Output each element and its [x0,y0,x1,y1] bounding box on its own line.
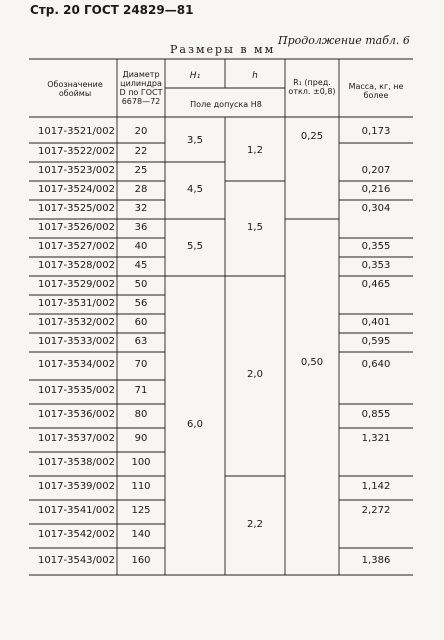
diameter-cell: 45 [134,259,148,271]
diameter-cell: 36 [134,221,148,233]
diameter-cell: 32 [134,202,148,214]
diameter-cell: 90 [134,433,148,444]
col-header-tolerance: Поле допуска H8 [190,100,262,109]
mass-cell: 0,855 [361,409,391,420]
designation-cell: 1017-3525/002 [38,202,115,214]
diameter-cell: 20 [134,125,148,137]
mass-cell: 0,401 [361,316,391,328]
diameter-cell: 140 [131,529,151,540]
r1-group-value: 0,25 [300,130,324,142]
diameter-cell: 50 [134,278,148,290]
h1-group-value: 3,5 [187,135,203,146]
designation-cell: 1017-3523/002 [38,164,115,176]
designation-cell: 1017-3526/002 [38,221,115,233]
continuation-caption: Продолжение табл. 6 [278,34,410,47]
mass-cell: 0,173 [361,125,391,137]
h-group-value: 2,0 [247,369,263,380]
designation-cell: 1017-3537/002 [38,433,115,444]
col-header-h1: H₁ [189,71,201,81]
designation-cell: 1017-3531/002 [38,297,115,309]
diameter-cell: 25 [134,164,148,176]
mass-cell: 0,595 [361,335,391,347]
col-header-designation: Обозначение обоймы [47,80,103,98]
diameter-cell: 80 [134,409,148,420]
designation-cell: 1017-3522/002 [38,145,115,157]
designation-cell: 1017-3521/002 [38,125,115,137]
h-group-value: 1,2 [247,144,263,156]
designation-cell: 1017-3532/002 [38,316,115,328]
designation-cell: 1017-3534/002 [38,359,115,370]
designation-cell: 1017-3524/002 [38,183,115,195]
diameter-cell: 60 [134,316,148,328]
h1-group-value: 6,0 [187,418,203,430]
designation-cell: 1017-3533/002 [38,335,115,347]
diameter-cell: 56 [134,297,148,309]
r1-group-value: 0,50 [300,357,324,368]
h1-group-value: 5,5 [187,240,203,252]
page-header: Стр. 20 ГОСТ 24829—81 [30,3,194,17]
col-header-r1: R₁ (пред. откл. ±0,8) [288,78,336,96]
mass-cell: 0,465 [361,278,391,290]
diameter-cell: 110 [131,481,151,492]
designation-cell: 1017-3535/002 [38,385,115,396]
mass-cell: 0,355 [361,240,391,252]
designation-cell: 1017-3527/002 [38,240,115,252]
h-group-value: 1,5 [247,221,263,233]
mass-cell: 2,272 [361,505,391,516]
mass-cell: 0,640 [361,359,391,370]
mass-cell: 1,386 [361,554,391,566]
h-group-value: 2,2 [247,518,263,530]
designation-cell: 1017-3536/002 [38,409,115,420]
diameter-cell: 71 [134,385,148,396]
col-header-h: h [252,71,258,81]
diameter-cell: 63 [134,335,148,347]
diameter-cell: 28 [134,183,148,195]
designation-cell: 1017-3538/002 [38,457,115,468]
h1-group-value: 4,5 [187,183,203,195]
col-header-mass: Масса, кг, не более [348,82,404,100]
designation-cell: 1017-3539/002 [38,481,115,492]
diameter-cell: 160 [131,554,151,566]
mass-cell: 0,304 [361,202,391,214]
designation-cell: 1017-3529/002 [38,278,115,290]
mass-cell: 1,142 [361,481,391,492]
dimensions-caption: Размеры в мм [170,43,276,56]
mass-cell: 0,353 [361,259,391,271]
diameter-cell: 100 [131,457,151,468]
diameter-cell: 70 [134,359,148,370]
designation-cell: 1017-3542/002 [38,529,115,540]
diameter-cell: 40 [134,240,148,252]
designation-cell: 1017-3528/002 [38,259,115,271]
col-header-diameter: Диаметр цилиндра D по ГОСТ 6678—72 [119,70,163,106]
designation-cell: 1017-3543/002 [38,554,115,566]
designation-cell: 1017-3541/002 [38,505,115,516]
mass-cell: 0,207 [361,164,391,176]
diameter-cell: 125 [131,505,151,516]
mass-cell: 1,321 [361,433,391,444]
diameter-cell: 22 [134,145,148,157]
mass-cell: 0,216 [361,183,391,195]
